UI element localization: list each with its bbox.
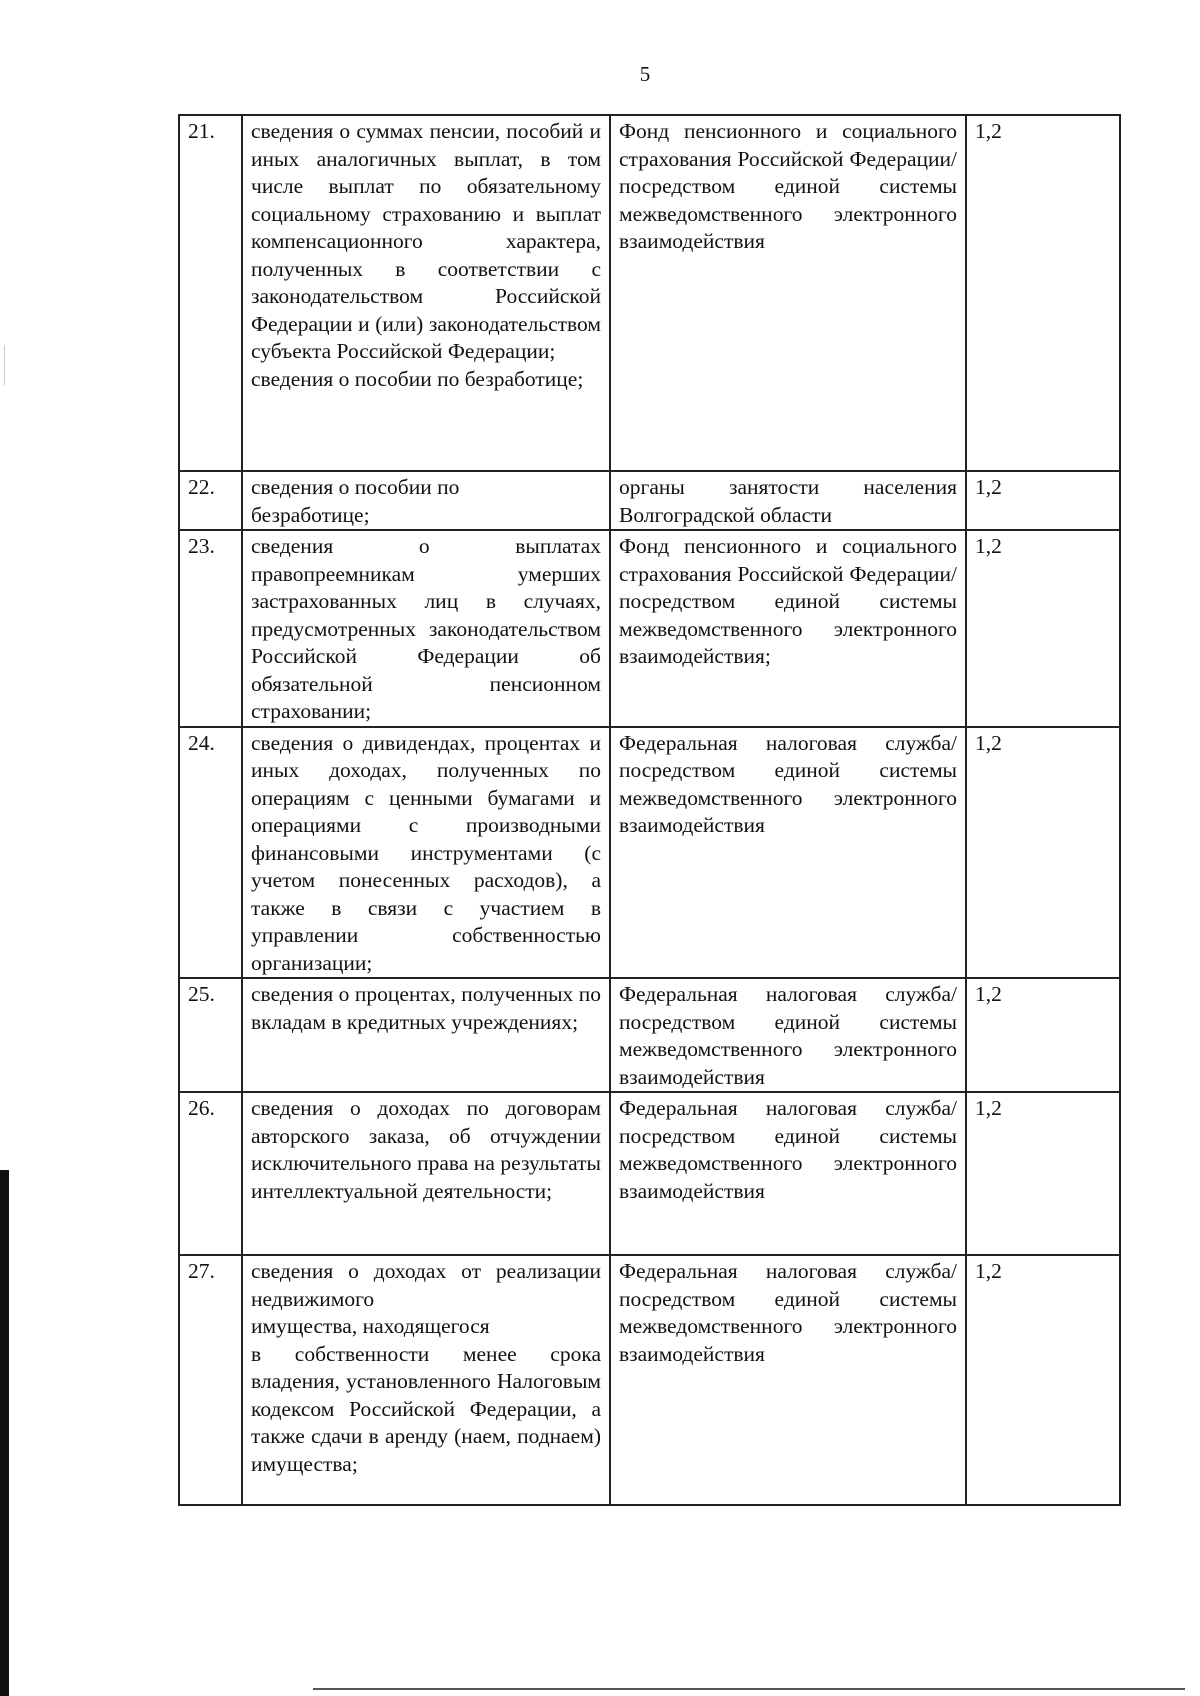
row-code: 1,2 <box>966 727 1120 979</box>
row-description: сведения о выплатах правопреемникам умерших застрахованных лиц в случаях, предусмотренных законодательством Российской Федерации об обязательной пенсионном страховании; <box>242 530 610 727</box>
row-number: 24. <box>179 727 242 979</box>
row-source: Федеральная налоговая служба/посредством единой системы межведомственного электронного взаимодействия <box>610 1092 966 1255</box>
row-code: 1,2 <box>966 978 1120 1092</box>
table-row-23 <box>179 530 1120 727</box>
scan-edge-mark <box>0 1170 9 1696</box>
row-number: 25. <box>179 978 242 1092</box>
row-source: Федеральная налоговая служба/посредством единой системы межведомственного электронного взаимодействия <box>610 1255 966 1505</box>
table-row-27 <box>179 1255 1120 1505</box>
table-row-25 <box>179 978 1120 1092</box>
row-description: сведения о дивидендах, процентах и иных доходах, полученных по операциям с ценными бумагами и операциями с производными финансовыми инструментами (с учетом понесенных расходов), а также в связи с участием в управлении собственностью организации; <box>242 727 610 979</box>
row-number: 21. <box>179 115 242 471</box>
row-number: 23. <box>179 530 242 727</box>
table-row-21 <box>179 115 1120 471</box>
row-code: 1,2 <box>966 1255 1120 1505</box>
page-number: 5 <box>639 62 651 86</box>
row-source: органы занятости населения Волгоградской области <box>610 471 966 530</box>
row-source: Фонд пенсионного и социального страхования Российской Федерации/ посредством единой системы межведомственного электронного взаимодействия; <box>610 530 966 727</box>
row-number: 26. <box>179 1092 242 1255</box>
row-source: Федеральная налоговая служба/посредством единой системы межведомственного электронного взаимодействия <box>610 727 966 979</box>
table-row-26 <box>179 1092 1120 1255</box>
row-code: 1,2 <box>966 115 1120 471</box>
row-number: 22. <box>179 471 242 530</box>
row-description: сведения о доходах по договорам авторского заказа, об отчуждении исключительного права на результаты интеллектуальной деятельности; <box>242 1092 610 1255</box>
row-description-line: сведения о доходах от реализации недвижимого <box>251 1259 601 1311</box>
scan-edge-tick <box>4 345 5 385</box>
row-description: сведения о процентах, полученных по вкладам в кредитных учреждениях; <box>242 978 610 1092</box>
row-source: Фонд пенсионного и социального страхования Российской Федерации/ посредством единой системы межведомственного электронного взаимодействия <box>610 115 966 471</box>
row-description <box>242 1255 610 1505</box>
row-description <box>242 471 610 530</box>
row-description-line: имущества, находящегося <box>251 1314 490 1338</box>
row-description-line: сведения о пособии по <box>251 475 460 499</box>
row-code: 1,2 <box>966 471 1120 530</box>
row-number: 27. <box>179 1255 242 1505</box>
table-row-24 <box>179 727 1120 979</box>
row-description-line: безработице; <box>251 502 370 527</box>
scan-bottom-line <box>313 1688 1185 1690</box>
row-code: 1,2 <box>966 530 1120 727</box>
row-source: Федеральная налоговая служба/посредством единой системы межведомственного электронного взаимодействия <box>610 978 966 1092</box>
row-description-extra: сведения о пособии по безработице; <box>251 366 584 391</box>
row-description-line: в собственности менее срока владения, установленного Налоговым кодексом Российской Федерации, а также сдачи в аренду (наем, поднаем) имущества; <box>251 1341 601 1476</box>
row-code: 1,2 <box>966 1092 1120 1255</box>
row-description <box>242 115 610 471</box>
data-sources-table <box>178 114 1121 1506</box>
table-row-22 <box>179 471 1120 530</box>
row-description-text: сведения о суммах пенсии, пособий и иных аналогичных выплат, в том числе выплат по обязательному социальному страхованию и выплат компенсационного характера, полученных в соответствии с законодательством Российской Федерации и (или) законодательством субъекта Российской Федерации; <box>251 119 601 363</box>
